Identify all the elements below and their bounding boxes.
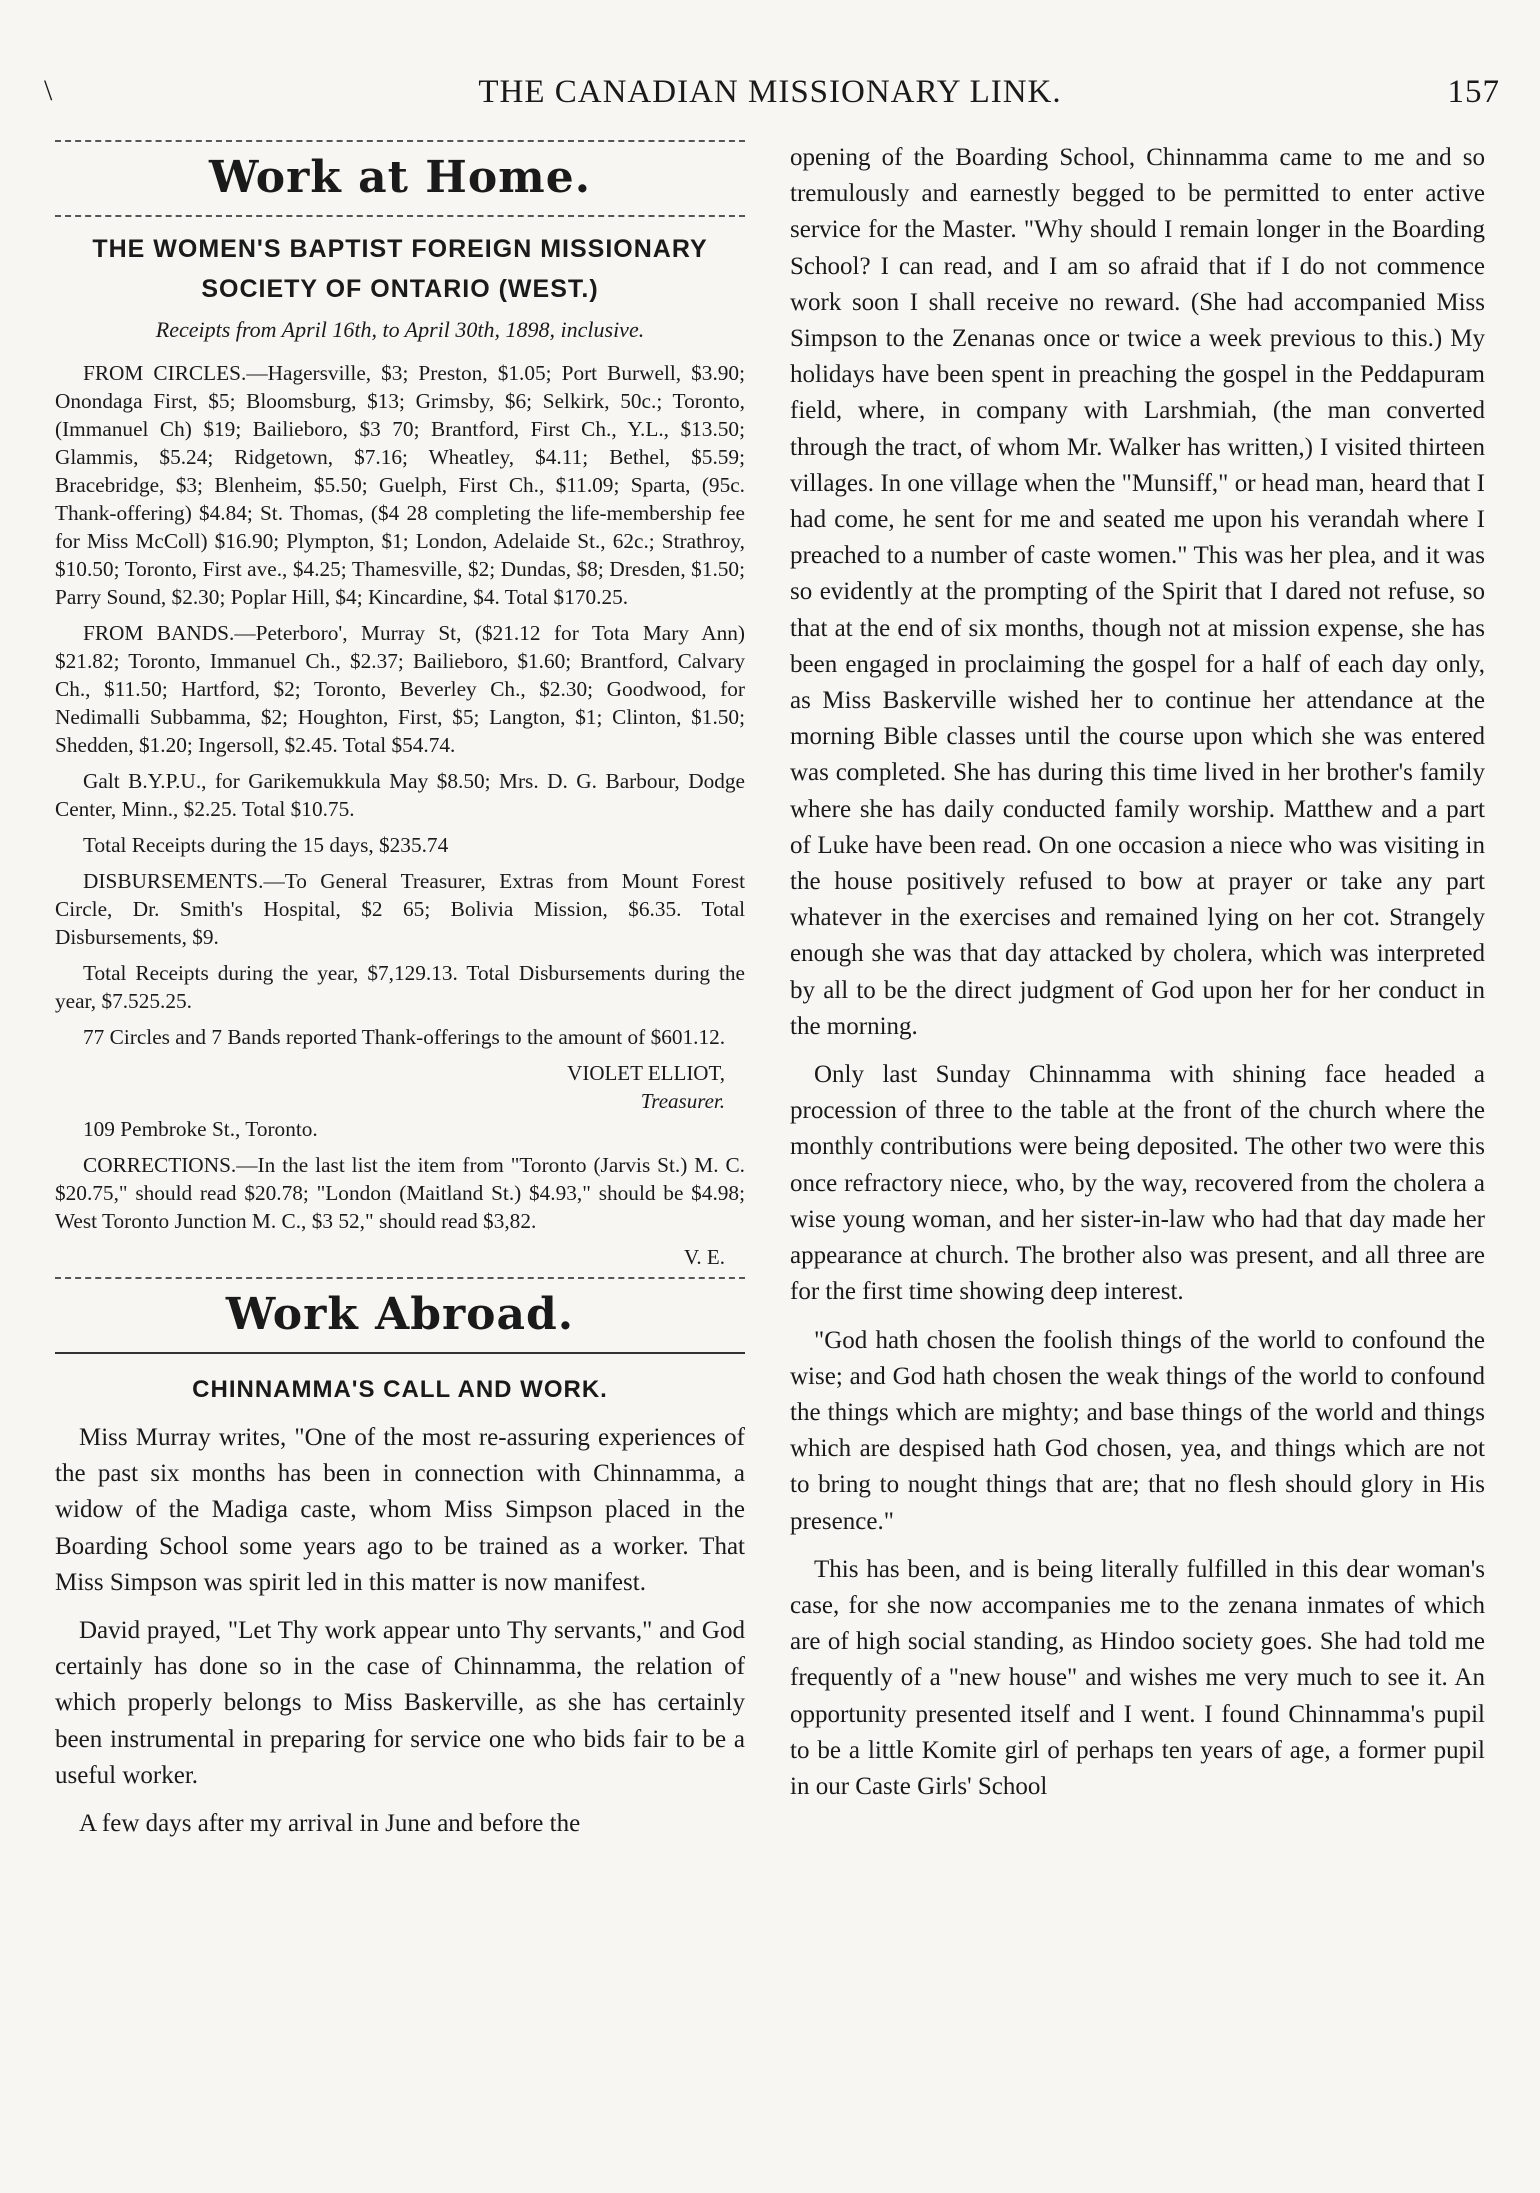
- right-column: [790, 140, 1485, 1817]
- section-title-abroad: Work Abroad.: [225, 1289, 575, 1340]
- divider: [55, 1352, 745, 1354]
- article-paragraph: Only last Sunday Chinnamma with shining face headed a procession of three to the table at the front of the church where the monthly contributions were being deposited. The other two were this once refractory niece, who, by the way, recovered from the cholera a wise young woman, and her sister-in-law who had that day made her appearance at church. The brother also was present, and all three are for the first time showing deep interest.: [790, 1061, 1485, 1306]
- publication-title: THE CANADIAN MISSIONARY LINK.: [478, 74, 1062, 110]
- page-number: 157: [1447, 74, 1500, 110]
- article-paragraph: opening of the Boarding School, Chinnamma came to me and so tremulously and earnestly begged to be permitted to enter active service for the Master. "Why should I remain longer in the Boarding School? I can read, and I am so afraid that if I do not commence work soon I shall receive no reward. (She had accompanied Miss Simpson to the Zenanas once or twice a week previous to this.) My holidays have been spent in preaching the gospel in the Peddapuram field, where, in company with Larshmiah, (the man converted through the tract, of whom Mr. Walker has written,) I visited thirteen villages. In one village when the "Munsiff," or head man, heard that I had come, he sent for me and seated me upon his verandah where I preached to a number of caste women." This was her plea, and it was so evidently at the prompting of the Spirit that I dared not refuse, so that at the end of six months, though not at mission expense, she has been engaged in proclaiming the gospel for a half of each day only, as Miss Baskerville wished her to continue her attendance at the morning Bible classes until the course upon which she was entered was completed. She has during this time lived in her brother's family where she has daily conducted family worship. Matthew and a part of Luke have been read. On one occasion a niece who was visiting in the house positively refused to bow at prayer or take any part whatever in the exercises and remained lying on her cot. Strangely enough she was that day attacked by cholera, which was interpreted by all to be the direct judgment of God upon her for her conduct in the morning.: [790, 144, 1485, 1040]
- page-header: [40, 68, 1500, 118]
- left-column: [55, 140, 745, 1854]
- society-heading: THE WOMEN'S BAPTIST FOREIGN MISSIONARY SOCIETY OF ONTARIO (WEST.): [92, 235, 708, 303]
- initials: V. E.: [683, 1245, 725, 1269]
- top-divider: [55, 140, 745, 142]
- article-paragraph: Miss Murray writes, "One of the most re-assuring experiences of the past six months has been in connection with Chinnamma, a widow of the Madiga caste, whom Miss Simpson placed in the Boarding School some years ago to be trained as a worker. That Miss Simpson was spirit led in this matter is now manifest.: [55, 1424, 745, 1596]
- receipts-bands: FROM BANDS.—Peterboro', Murray St, ($21.12 for Tota Mary Ann) $21.82; Toronto, Immanuel Ch., $2.37; Bailieboro, $1.60; Brantford, Calvary Ch., $11.50; Hartford, $2; Toronto, Beverley Ch., $2.30; Goodwood, for Nedimalli Subbamma, $2; Houghton, First, $5; Langton, $1; Clinton, $1.50; Shedden, $1.20; Ingersoll, $2.45. Total $54.74.: [55, 621, 745, 757]
- article-paragraph: A few days after my arrival in June and before the: [79, 1810, 581, 1838]
- section-title-home: Work at Home.: [208, 152, 592, 203]
- scripture-quote: "God hath chosen the foolish things of the world to confound the wise; and God hath chosen the weak things of the world to confound the things which are mighty; and base things of the world and things which are despised hath God chosen, yea, and things which are not to bring to nought things that are; that no flesh should glory in His presence.": [790, 1326, 1485, 1535]
- receipts-other: Galt B.Y.P.U., for Garikemukkula May $8.50; Mrs. D. G. Barbour, Dodge Center, Minn., $2.25. Total $10.75.: [55, 769, 745, 821]
- divider: [55, 215, 745, 217]
- total-receipts: Total Receipts during the 15 days, $235.74: [83, 833, 449, 857]
- treasurer-address: 109 Pembroke St., Toronto.: [83, 1117, 318, 1141]
- receipts-circles: FROM CIRCLES.—Hagersville, $3; Preston, $1.05; Port Burwell, $3.90; Onondaga First, $5; Bloomsburg, $13; Grimsby, $6; Selkirk, 50c.; Toronto, (Immanuel Ch) $19; Bailieboro, $3 70; Brantford, First Ch., Y.L., $13.50; Glammis, $5.24; Ridgetown, $7.16; Wheatley, $4.11; Bethel, $5.59; Bracebridge, $3; Blenheim, $5.50; Guelph, First Ch., $11.09; Sparta, (95c. Thank-offering) $4.84; St. Thomas, ($4 28 completing the life-membership fee for Miss McColl) $16.90; Plympton, $1; London, Adelaide St., 62c.; Strathroy, $10.50; Toronto, First ave., $4.25; Thamesville, $2; Dundas, $8; Dresden, $1.50; Parry Sound, $2.30; Poplar Hill, $4; Kincardine, $4. Total $170.25.: [55, 361, 745, 609]
- year-totals: Total Receipts during the year, $7,129.13. Total Disbursements during the year, $7.525.25.: [55, 961, 745, 1013]
- thank-offerings: 77 Circles and 7 Bands reported Thank-offerings to the amount of $601.12.: [83, 1025, 726, 1049]
- header-mark: \: [44, 74, 54, 107]
- divider: [55, 1277, 745, 1279]
- article-title: CHINNAMMA'S CALL AND WORK.: [192, 1376, 608, 1403]
- corrections: CORRECTIONS.—In the last list the item from "Toronto (Jarvis St.) M. C. $20.75," should read $20.78; "London (Maitland St.) $4.93," should be $4.98; West Toronto Junction M. C., $3 52," should read $3,82.: [55, 1153, 745, 1233]
- signature-title: Treasurer.: [640, 1089, 725, 1113]
- signature-name: VIOLET ELLIOT,: [567, 1061, 725, 1085]
- receipts-period: Receipts from April 16th, to April 30th, 1898, inclusive.: [155, 317, 645, 342]
- article-paragraph: David prayed, "Let Thy work appear unto Thy servants," and God certainly has done so in the case of Chinnamma, the relation of which properly belongs to Miss Baskerville, as she has certainly been instrumental in preparing for service one who bids fair to be a useful worker.: [55, 1617, 745, 1789]
- article-paragraph: This has been, and is being literally fulfilled in this dear woman's case, for she now accompanies me to the zenana inmates of which are of high social standing, as Hindoo society goes. She had told me frequently of a "new house" and wishes me very much to see it. An opportunity presented itself and I went. I found Chinnamma's pupil to be a little Komite girl of perhaps ten years of age, a former pupil in our Caste Girls' School: [790, 1555, 1485, 1800]
- disbursements: DISBURSEMENTS.—To General Treasurer, Extras from Mount Forest Circle, Dr. Smith's Hospital, $2 65; Bolivia Mission, $6.35. Total Disbursements, $9.: [55, 869, 745, 949]
